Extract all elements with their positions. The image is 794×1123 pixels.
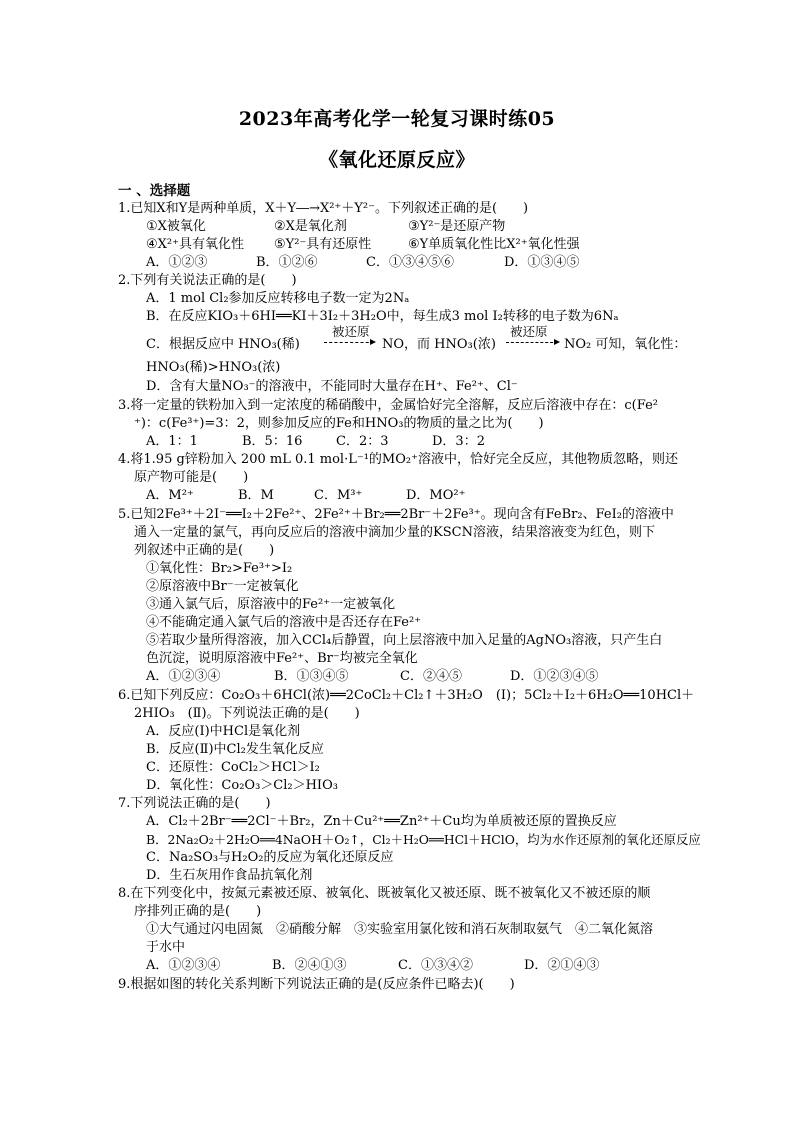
page-subtitle: 《氧化还原反应》 [318, 149, 475, 171]
q6-stem-line1: 6.已知下列反应：Co₂O₃＋6HCl(浓)══2CoCl₂＋Cl₂↑＋3H₂O (Ⅰ)；5Cl₂＋I₂＋6H₂O══10HCl＋ [118, 688, 695, 703]
q2-option-b: B．在反应KIO₃＋6HI══KI＋3I₂＋3H₂O中，每生成3 mol I₂转移的电子数为6Nₐ [146, 309, 619, 324]
q8-options [146, 957, 732, 975]
q8-statements-continued: 于水中 [146, 940, 186, 955]
q1-statements-row1 [146, 218, 732, 236]
option-b: B．①②⑥ [256, 255, 318, 270]
option-c: C．2：3 [336, 434, 389, 449]
option-d: D．①③④⑤ [504, 255, 580, 270]
option-c: C．①③④② [398, 958, 473, 973]
q2-option-c-mid: NO，而 HNO₃(浓) [382, 337, 496, 352]
q7-option-a: A．Cl₂＋2Br⁻══2Cl⁻＋Br₂，Zn＋Cu²⁺══Zn²⁺＋Cu均为单质被还原的置换反应 [146, 814, 617, 829]
q1-statement: ④X²⁺具有氧化性 [146, 237, 244, 252]
q2-option-c-continued: HNO₃(稀)>HNO₃(浓) [146, 360, 281, 375]
q3-options [146, 433, 732, 451]
option-b: B．M [238, 488, 274, 503]
option-a: A．1：1 [146, 434, 198, 449]
q1-stem: 1.已知X和Y是两种单质，X＋Y―→X²⁺＋Y²⁻。下列叙述正确的是( ) [118, 201, 529, 216]
q5-statement: ④不能确定通入氯气后的溶液中是否还存在Fe²⁺ [146, 615, 422, 630]
reduction-arrow [506, 342, 558, 343]
q7-option-b: B．2Na₂O₂＋2H₂O══4NaOH＋O₂↑，Cl₂＋H₂O══HCl＋HClO，均为水作还原剂的氧化还原反应 [146, 832, 701, 847]
q6-stem-line2: 2HIO₃ (Ⅱ)。下列说法正确的是( ) [134, 706, 360, 721]
q1-statement: ①X被氧化 [146, 219, 206, 234]
option-c: C．①③④⑤⑥ [366, 255, 454, 270]
option-d: D．①②③④⑤ [510, 669, 599, 684]
page-title: 2023年高考化学一轮复习课时练05 [238, 108, 556, 130]
q4-stem-line2: 原产物可能是( ) [134, 470, 249, 485]
q4-stem-line1: 4.将1.95 g锌粉加入 200 mL 0.1 mol·L⁻¹的MO₂⁺溶液中，恰好完全反应，其他物质忽略，则还 [118, 452, 678, 467]
q5-statement: ②原溶液中Br⁻一定被氧化 [146, 579, 299, 594]
q3-stem-line1: 3.将一定量的铁粉加入到一定浓度的稀硝酸中，金属恰好完全溶解，反应后溶液中存在：c(Fe² [118, 398, 658, 413]
q2-stem: 2.下列有关说法正确的是( ) [118, 273, 297, 288]
q2-option-c-end: NO₂ 可知，氧化性： [564, 337, 687, 352]
q6-option-b: B．反应(Ⅱ)中Cl₂发生氧化反应 [146, 742, 324, 757]
q1-options [146, 254, 732, 272]
reduction-arrow [324, 342, 374, 343]
option-c: C．M³⁺ [314, 488, 363, 503]
option-b: B．②④①③ [272, 958, 347, 973]
q5-statement: ①氧化性：Br₂>Fe³⁺>I₂ [146, 561, 293, 576]
option-a: A．①②③④ [146, 958, 221, 973]
option-b: B．①③④⑤ [274, 669, 349, 684]
q3-stem-line2: ⁺)：c(Fe³⁺)=3：2，则参加反应的Fe和HNO₃的物质的量之比为( ) [134, 416, 544, 431]
section-heading: 一 、选择题 [118, 183, 191, 199]
option-d: D．3：2 [432, 434, 485, 449]
q2-option-c-prefix: C．根据反应中 HNO₃(稀) [146, 337, 300, 352]
q7-option-d: D．生石灰用作食品抗氧化剂 [146, 868, 313, 883]
q5-stem-line2: 通入一定量的氯气，再向反应后的溶液中滴加少量的KSCN溶液，结果溶液变为红色，则下 [134, 525, 655, 540]
q1-statement: ⑤Y²⁻具有还原性 [274, 237, 372, 252]
q1-statements-row2 [146, 236, 732, 254]
q8-stem-line2: 序排列正确的是( ) [134, 904, 262, 919]
q1-statement: ⑥Y单质氧化性比X²⁺氧化性强 [408, 237, 580, 252]
q1-statement: ②X是氧化剂 [274, 219, 347, 234]
q7-option-c: C．Na₂SO₃与H₂O₂的反应为氧化还原反应 [146, 850, 394, 865]
arrow-label: 被还原 [510, 324, 548, 339]
q5-stem-line3: 列叙述中正确的是( ) [134, 543, 275, 558]
option-a: A．①②③ [146, 255, 208, 270]
option-d: D．②①④③ [524, 958, 600, 973]
option-a: A．①②③④ [146, 669, 221, 684]
q6-option-d: D．氧化性：Co₂O₃＞Cl₂＞HIO₃ [146, 778, 338, 793]
q6-option-a: A．反应(Ⅰ)中HCl是氧化剂 [146, 724, 301, 739]
q5-options [146, 668, 732, 686]
option-a: A．M²⁺ [146, 488, 194, 503]
q2-option-a: A．1 mol Cl₂参加反应转移电子数一定为2Nₐ [146, 291, 410, 306]
q8-statements: ①大气通过闪电固氮 ②硝酸分解 ③实验室用氯化铵和消石灰制取氨气 ④二氧化氮溶 [146, 922, 654, 937]
option-c: C．②④⑤ [400, 669, 462, 684]
q6-option-c: C．还原性：CoCl₂＞HCl＞I₂ [146, 760, 320, 775]
q5-stem-line1: 5.已知2Fe³⁺＋2I⁻══I₂＋2Fe²⁺、2Fe²⁺＋Br₂══2Br⁻＋2Fe³⁺。现向含有FeBr₂、FeI₂的溶液中 [118, 507, 674, 522]
q5-statement: ③通入氯气后，原溶液中的Fe²⁺一定被氧化 [146, 597, 396, 612]
q1-statement: ③Y²⁻是还原产物 [408, 219, 506, 234]
q4-options [146, 487, 732, 505]
q5-statement-continued: 色沉淀，说明原溶液中Fe²⁺、Br⁻均被完全氧化 [146, 651, 418, 666]
q8-stem-line1: 8.在下列变化中，按氮元素被还原、被氧化、既被氧化又被还原、既不被氧化又不被还原的顺 [118, 886, 651, 901]
q2-option-d: D．含有大量NO₃⁻的溶液中，不能同时大量存在H⁺、Fe²⁺、Cl⁻ [146, 379, 518, 394]
q7-stem: 7.下列说法正确的是( ) [118, 796, 271, 811]
arrow-label: 被还原 [332, 324, 370, 339]
option-d: D．MO²⁺ [406, 488, 466, 503]
option-b: B．5：16 [242, 434, 303, 449]
q9-stem: 9.根据如图的转化关系判断下列说法正确的是(反应条件已略去)( ) [118, 977, 515, 992]
q5-statement: ⑤若取少量所得溶液，加入CCl₄后静置，向上层溶液中加入足量的AgNO₃溶液，只产生白 [146, 633, 663, 648]
